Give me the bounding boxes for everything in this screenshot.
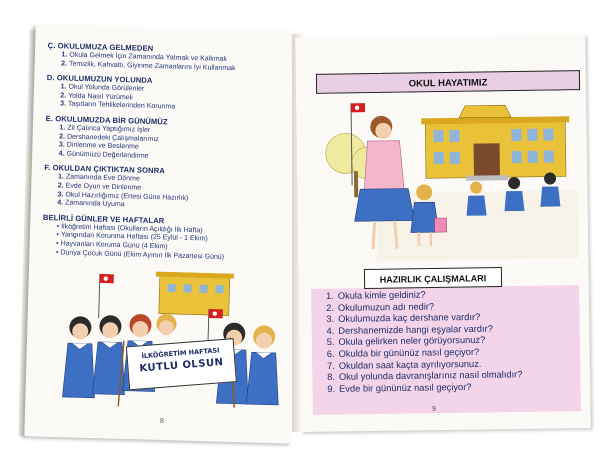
question-item: 1. Okula kimle geldiniz? [326,289,426,301]
question-list [326,288,523,395]
section-title: F. OKULDAN ÇIKTIKTAN SONRA [44,163,165,176]
question-item: 8. Okul yolunda davranışlarınız nasıl olmalıdır? [327,369,523,383]
right-page-number: 9 [432,406,436,413]
question-item: 5. Okula gelirken neler görüyorsunuz? [326,335,486,348]
banner-line-2: KUTLU OLSUN [139,357,224,375]
section-special-days [42,213,283,264]
children-parade-illustration [56,269,290,415]
left-page-number: 8 [160,418,164,425]
outline-item: • Yangından Korunma Haftası (25 Eylül - 1 Ekim) [56,231,208,243]
question-item: 4. Dershanemizde hangi eşyalar vardır? [326,323,493,336]
outline-item: 1. Zamanında Eve Dönme [57,173,140,183]
banner-line-1: İLKÖĞRETİM HAFTASI [141,346,220,361]
section-title-box [364,267,502,289]
section-title: D. OKULUMUZUN YOLUNDA [46,73,153,86]
section-d [46,73,287,115]
section-title: BELİRLİ GÜNLER VE HAFTALAR [42,212,165,226]
section-e [45,114,286,165]
section-title: HAZIRLIK ÇALIŞMALARI [379,273,487,285]
celebration-banner [126,338,237,390]
section-title: E. OKULUMUZDA BİR GÜNÜMÜZ [45,113,168,127]
question-item: 2. Okulumuzun adı nedir? [326,301,435,313]
outline-item: 1. Okul Yolunda Görülenler [60,83,145,93]
outline-item: 3. Taşıtların Tehlikelerinden Korunma [60,100,176,111]
outline-item: • İlköğretim Haftası (Okulların Açıldığı İlk Hafta) [56,223,203,235]
outline-item: 2. Evde Oyun ve Dinlenme [57,182,142,192]
page-title: OKUL HAYATIMIZ [408,77,488,90]
outline-item: 3. Okul Hazırlığımız (Ertesi Güne Hazırlık) [57,190,189,202]
outline-item: 1. Okula Gelmek İçin Zamanında Yatmak ve Kalkmak [61,51,228,64]
outline-item: • Dünya Çocuk Günü (Ekim Ayının İlk Pazartesi Günü) [55,248,225,261]
question-item: 3. Okulumuzda kaç dershane vardır? [326,312,481,325]
outline-item: 2. Dershanedeki Çalışmalarımız [59,132,159,143]
outline-item: 4. Günümüzü Değerlendirme [58,150,149,160]
section-c [47,41,288,75]
school-arrival-drawing [315,90,579,262]
school-arrival-illustration [315,90,579,262]
outline-item: 3. Dinlenme ve Beslenme [58,141,139,151]
outline-item: • Hayvanları Koruma Günü (4 Ekim) [56,240,168,251]
question-item: 9. Evde bir gününüz nasıl geçiyor? [327,381,472,394]
curriculum-outline [42,36,288,264]
outline-item: 2. Yolda Nasıl Yürümeli [60,92,133,102]
question-item: 6. Okulda bir gününüz nasıl geçiyor? [326,346,480,359]
outline-item: 1. Zil Çalınca Yaptığımız İşler [59,124,151,134]
outline-item: 4. Zamanında Uyuma [57,199,125,209]
question-item: 7. Okuldan saat kaçta ayrılıyorsunuz. [326,358,482,371]
section-title: Ç. OKULUMUZA GELMEDEN [47,40,154,53]
section-f [43,163,284,214]
outline-item: 2. Temizlik, Kahvaltı, Giyinme Zamanlarını İyi Kullanmak [61,59,236,72]
